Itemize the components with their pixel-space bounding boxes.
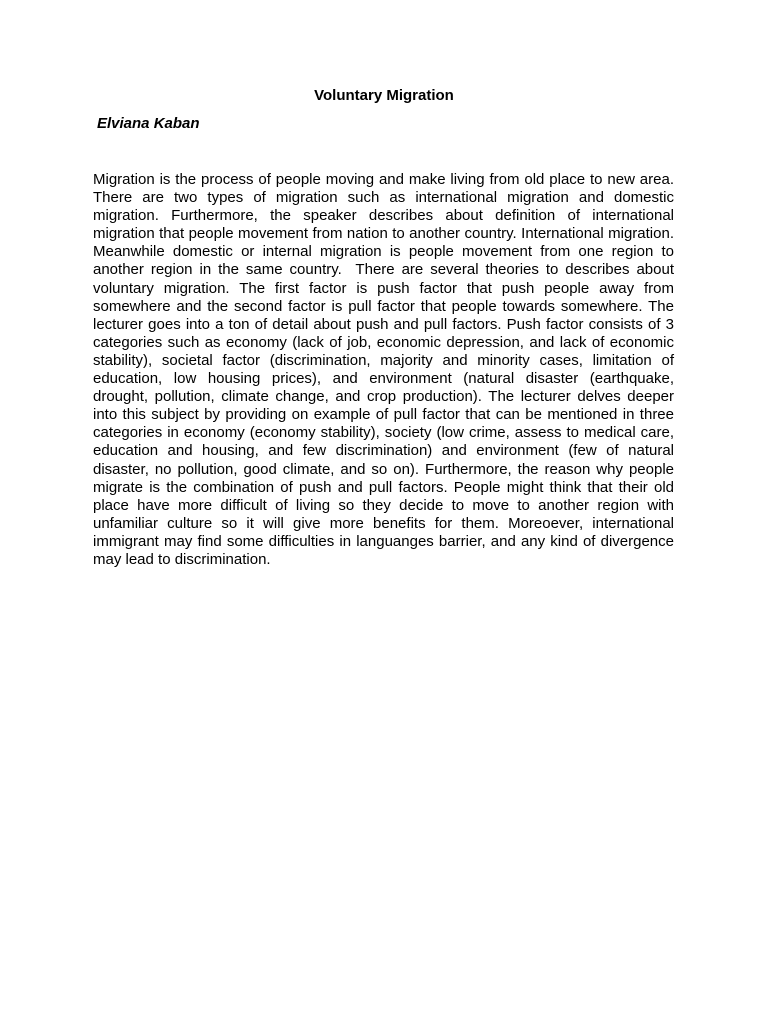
body-paragraph: Migration is the process of people moving and make living from old place to new area. There are two types of migration such as international migration and domestic migration. Furthermore, the speaker describes about definition of international migration that people movement from nation to another country. International migration. Meanwhile domestic or internal migration is people movement from one region to another region in the same country. There are several theories to describes about voluntary migration. The first factor is push factor that push people away from somewhere and the second factor is pull factor that people towards somewhere. The lecturer goes into a ton of detail about push and pull factors. Push factor consists of 3 categories such as economy (lack of job, economic depression, and lack of economic stability), societal factor (discrimination, majority and minority cases, limitation of education, low housing prices), and environment (natural disaster (earthquake, drought, pollution, climate change, and crop production). The lecturer delves deeper into this subject by providing on example of pull factor that can be mentioned in three categories in economy (economy stability), society (low crime, assess to medical care, education and housing, and few discrimination) and environment (few of natural disaster, no pollution, good climate, and so on). Furthermore, the reason why people migrate is the combination of push and pull factors. People might think that their old place have more difficult of living so they decide to move to another region with unfamiliar culture so it will give more benefits for them. Moreoever, international immigrant may find some difficulties in languanges barrier, and any kind of divergence may lead to discrimination. [93, 171, 679, 568]
document-title: Voluntary Migration [314, 87, 454, 104]
author-name: Elviana Kaban [97, 115, 200, 132]
